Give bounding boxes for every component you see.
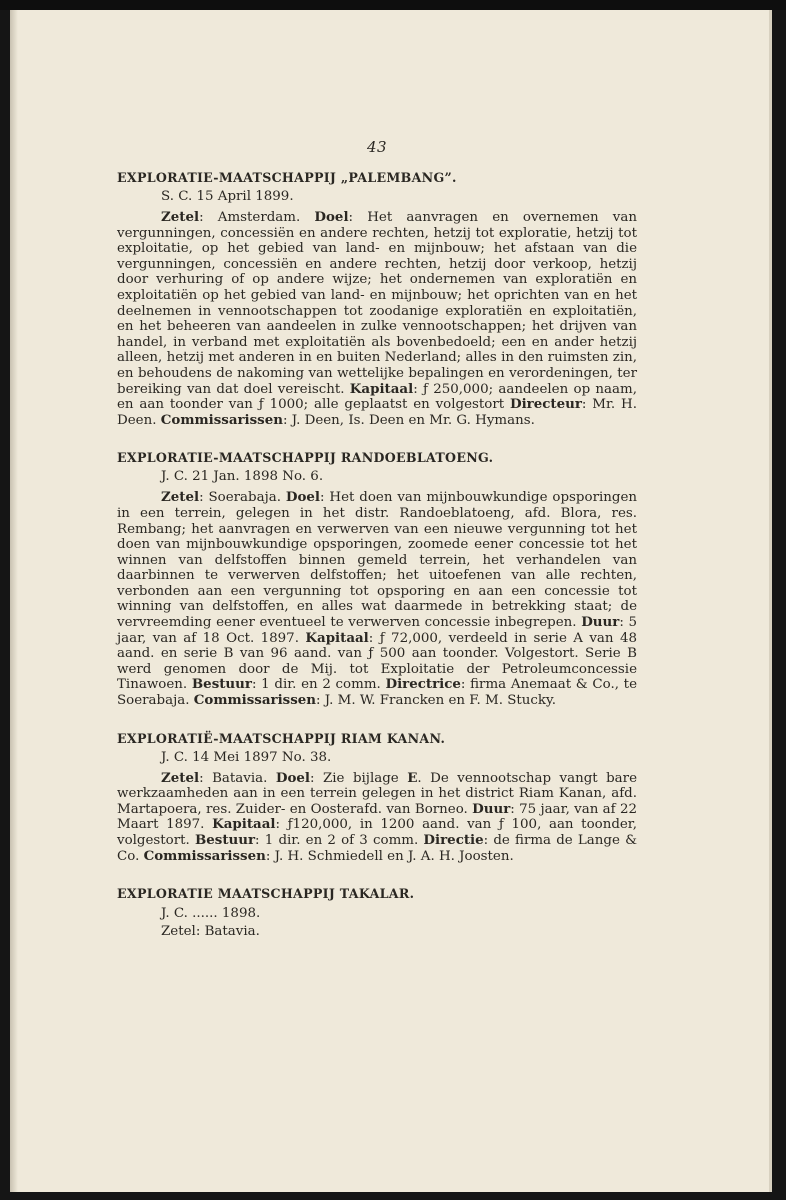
page-content: [117, 138, 637, 963]
field-text: : de firma de Lange & Co.: [117, 833, 637, 864]
field-text: : Zie bijlage: [309, 770, 408, 786]
field-label: E: [407, 769, 418, 786]
entry-date: S. C. 15 April 1899.: [161, 189, 294, 204]
entry-date: J. C. 14 Mei 1897 No. 38.: [161, 749, 332, 765]
field-text: : ƒ 250,000; aandeelen op naam, en aan toonder van ƒ 1000; alle geplaatst en volgestort: [117, 381, 637, 413]
field-text: : ƒ 72,000, verdeeld in serie A van 48 aand. en serie B van 96 aand. van ƒ 500 aan toonder. Volgestort. Serie B werd genomen door de Mij. tot Exploitatie der Petroleumconcessie Tinawoen.: [117, 630, 637, 693]
field-text: : 5 jaar, van af 18 Oct. 1897.: [117, 615, 637, 646]
entry-date: J. C. ...... 1898.: [161, 906, 261, 922]
field-label: Zetel: [161, 769, 200, 786]
entry-body: [117, 210, 637, 428]
field-text: . De vennootschap vangt bare werkzaamheden aan in een terrein gelegen in het district Riam Kanan, afd. Martapoera, res. Zuider- en Oosterafd. van Borneo.: [117, 770, 637, 817]
entry-heading: EXPLORATIE-MAATSCHAPPIJ RANDOEBLATOENG.: [117, 450, 494, 466]
entry-seat: Zetel: Batavia.: [161, 924, 260, 940]
field-label: Commissarissen: [160, 411, 283, 428]
field-label: Kapitaal: [212, 816, 276, 833]
field-text: : Mr. H. Deen.: [117, 397, 637, 428]
entries-list: [117, 170, 637, 864]
field-text: : Soerabaja.: [199, 490, 286, 506]
field-label: Doel: [314, 209, 349, 225]
field-label: Doel: [285, 489, 321, 506]
field-label: Bestuur: [194, 832, 256, 848]
entry-heading: EXPLORATIE MAATSCHAPPIJ TAKALAR.: [117, 886, 415, 902]
field-label: Zetel: [161, 489, 200, 506]
field-text: : 1 dir. en 2 comm.: [251, 677, 386, 693]
entry-date: J. C. 21 Jan. 1898 No. 6.: [161, 469, 324, 485]
field-text: : ƒ120,000, in 1200 aand. van ƒ 100, aan toonder, volgestort.: [117, 817, 637, 848]
field-text: : 1 dir. en 2 of 3 comm.: [255, 833, 424, 848]
field-text: : J. M. W. Francken en F. M. Stucky.: [316, 693, 557, 709]
field-text: : J. Deen, Is. Deen en Mr. G. Hymans.: [282, 412, 535, 428]
field-label: Doel: [275, 769, 310, 786]
field-label: Commissarissen: [193, 692, 316, 709]
field-label: Kapitaal: [349, 380, 414, 397]
field-label: Commissarissen: [143, 847, 266, 864]
field-text: : Batavia.: [199, 770, 276, 786]
field-label: Directeur: [509, 396, 582, 413]
field-text: : Amsterdam.: [199, 210, 315, 225]
field-text: : Het doen van mijnbouwkundige opsporingen in een terrein, gelegen in het distr. Randoeblatoeng, afd. Blora, res. Rembang; het aanvragen en verwerven van een nieuwe vergunning tot het doen van mijnbouwkundige opsporingen, zoomede eener concessie tot het winnen van delfstoffen binnen gemeld terrein, het verhandelen van daarbinnen te verwerven delfstoffen; het uitoefenen van alle rechten, verbonden aan een vergunning tot opsporing en aan een concessie tot winning van delfstoffen, en alles wat daarmede in betrekking staat; de vervreemding eener eventueel te verwerven concessie inbegrepen.: [117, 490, 637, 631]
field-label: Duur: [472, 800, 511, 817]
page-right-edge: [769, 10, 772, 1192]
entry-heading: EXPLORATIË-MAATSCHAPPIJ RIAM KANAN.: [117, 730, 446, 746]
entry-body: [117, 771, 637, 865]
field-text: : J. H. Schmiedell en J. A. H. Joosten.: [265, 848, 514, 864]
field-label: Kapitaal: [305, 629, 369, 646]
entry: [117, 170, 637, 428]
entry-body: [117, 490, 637, 708]
book-page: [10, 10, 772, 1192]
scan-top-border: [0, 0, 786, 10]
field-label: Directrice: [385, 676, 461, 693]
entry: [117, 731, 637, 865]
field-text: : firma Anemaat & Co., te Soerabaja.: [117, 677, 637, 709]
entry: [117, 450, 637, 708]
page-number: 43: [366, 138, 388, 156]
field-label: Duur: [581, 614, 620, 631]
entry-heading: EXPLORATIE-MAATSCHAPPIJ „PALEMBANG”.: [117, 170, 457, 185]
page-spine-shadow: [10, 10, 18, 1192]
field-label: Zetel: [161, 209, 200, 225]
entry-takalar: [117, 886, 637, 941]
field-label: Bestuur: [191, 676, 252, 693]
field-text: : 75 jaar, van af 22 Maart 1897.: [117, 801, 637, 833]
field-label: Directie: [423, 832, 484, 848]
field-text: : Het aanvragen en overnemen van vergunningen, concessiën en andere rechten, hetzij tot exploratie, hetzij tot exploitatie, op het gebied van land- en mijnbouw; het afstaan van die vergunningen, concessiën en andere rechten, hetzij door verkoop, hetzij door verhuring of op andere wijze; het ondernemen van exploratiën en exploitatiën op het gebied van land- en mijnbouw; het oprichten van en het deelnemen in vennootschappen tot zoodanige exploratiën en exploitatiën, en het beheeren van aandeelen in zulke vennootschappen; het drijven van handel, in verband met exploitatiën als bovenbedoeld; een en ander hetzij alleen, hetzij met anderen in en buiten Nederland; alles in den ruimsten zin, en behoudens de nakoming van wettelijke bepalingen en verordeningen, ter bereiking van dat doel vereischt.: [117, 210, 637, 397]
